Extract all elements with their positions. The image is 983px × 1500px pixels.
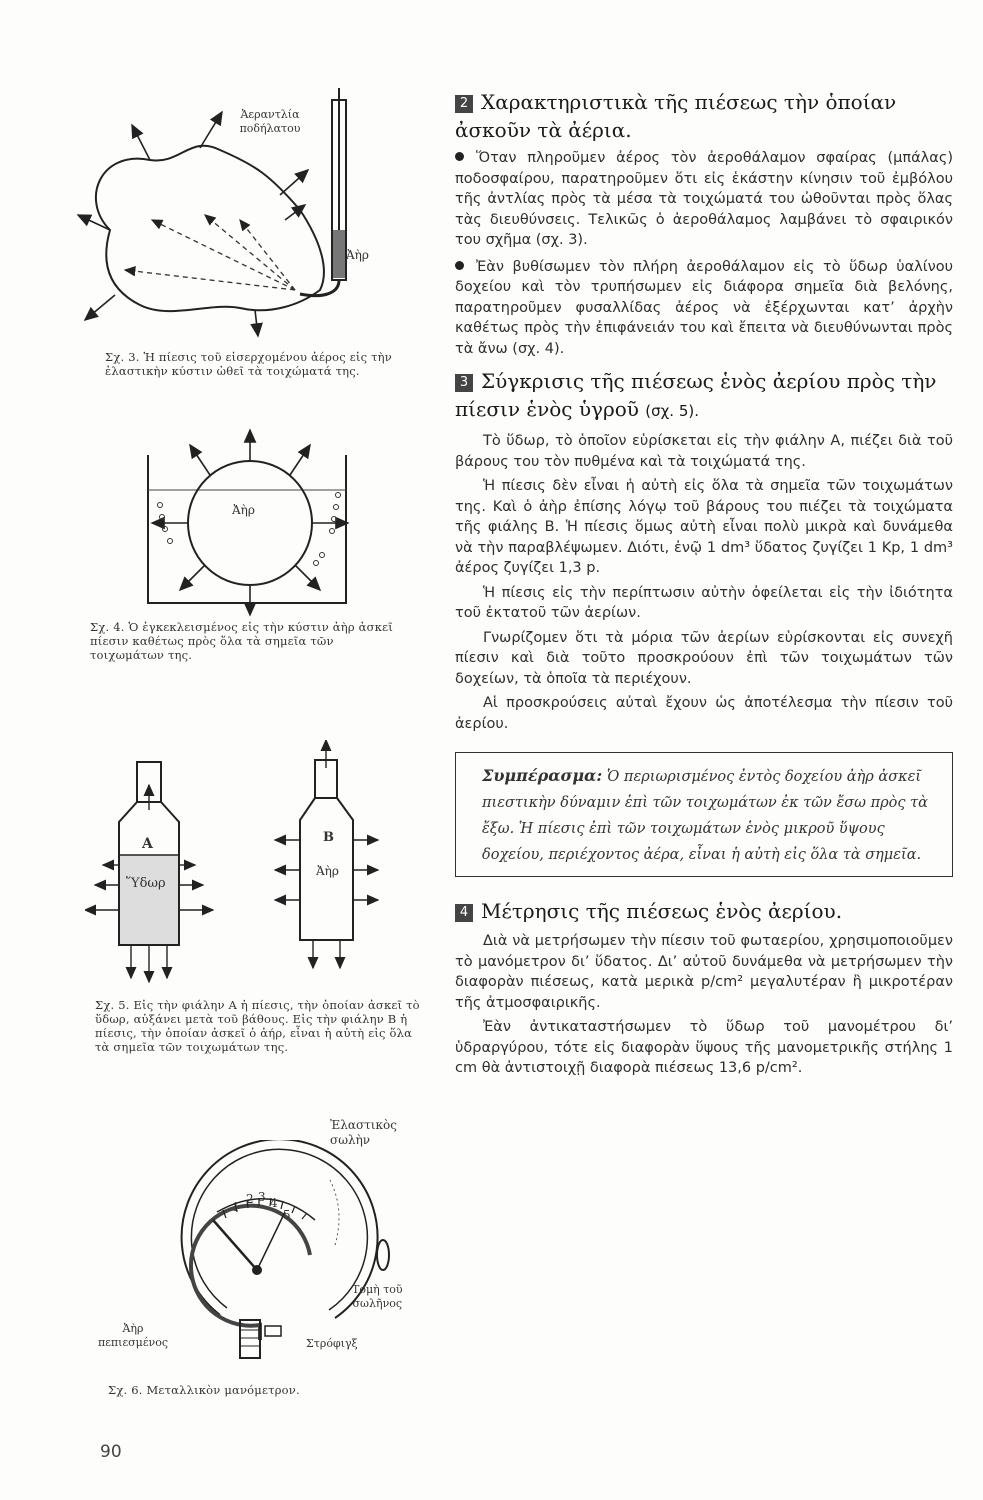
section-4-paragraph-1: Διὰ νὰ μετρήσωμεν τὴν πίεσιν τοῦ φωταερίου, χρησιμοποιοῦμεν τὸ μανόμετρον δι’ ὕδατος. Δι’ αὐτοῦ δυνάμεθα νὰ μετρήσωμεν τὴν διαφορὰν πιέσεως, κατὰ μερικὰ p/cm² μεγαλυτέραν ἢ μικροτέραν τῆς ἀτμοσφαιρικῆς. [455, 933, 953, 1011]
fig5-label-b: Β [323, 830, 334, 845]
section-3-title-ref: (σχ. 5). [645, 402, 700, 420]
fig4-air-label: Ἀὴρ [232, 503, 255, 517]
manometer-needle [213, 1220, 257, 1270]
fig5-caption: Σχ. 5. Εἰς τὴν φιάλην Α ἡ πίεσις, τὴν ὁποίαν ἀσκεῖ τὸ ὕδωρ, αὐξάνει μετὰ τοῦ βάθους. Εἰς τὴν φιάλην Β ἡ πίεσις, τὴν ὁποίαν ἀσκεῖ ὁ ἀήρ, εἶναι ἡ αὐτὴ εἰς ὅλα τὰ σημεῖα τῶν τοιχωμάτων της. [95, 998, 420, 1054]
figure-6-manometer [145, 1140, 405, 1365]
section-4-number: 4 [455, 904, 473, 922]
fig5-label-water: Ὕδωρ [126, 876, 166, 891]
section-3-number: 3 [455, 374, 473, 392]
figure-4-submerged-bladder [90, 425, 370, 620]
fig5-label-air: Ἀὴρ [316, 864, 339, 878]
fig6-scale-3: 3 [258, 1190, 266, 1204]
fig5-label-a: Α [142, 836, 153, 852]
bottle-b [300, 760, 353, 940]
section-3-title: Σύγκρισις τῆς πιέσεως ἑνὸς ἀερίου πρὸς τὴν πίεσιν ἑνὸς ὑγροῦ [455, 369, 937, 421]
bullet-icon [455, 152, 464, 161]
fig3-pump-label: Ἀεραντλία ποδήλατου [239, 108, 301, 135]
section-3-paragraph-4: Γνωρίζομεν ὅτι τὰ μόρια τῶν ἀερίων εὑρίσκονται εἰς συνεχῆ πίεσιν καὶ διὰ τοῦτο προσκρούουν ἐπὶ τῶν τοιχωμάτων τῶν δοχείων, τὰ ὁποῖα τὰ περιέχουν. [455, 629, 953, 687]
fig6-scale-1: 1 [232, 1200, 240, 1214]
fig6-air-label: Ἀὴρ πεπιεσμένος [98, 1322, 168, 1349]
fig6-scale-2: 2 [246, 1192, 254, 1206]
section-2-paragraph-1: Ὅταν πληροῦμεν ἀέρος τὸν ἀεροθάλαμον σφαίρας (μπάλας) ποδοσφαίρου, παρατηροῦμεν ὅτι εἰς ἑκάστην κίνησιν τοῦ ἐμβόλου τῆς ἀντλίας πρὸς τὰ μέσα τὰ τοιχώματά του ὠθοῦνται πρὸς ὅλας τὰς διευθύνσεις. Τελικῶς ὁ ἀεροθάλαμος λαμβάνει τὸ σφαιρικόν του σχῆμα (σχ. 3). [455, 150, 953, 248]
conclusion-box [455, 752, 953, 877]
bladder-sphere [188, 461, 312, 585]
bullet-icon [455, 261, 464, 270]
section-2-title: Χαρακτηριστικὰ τῆς πιέσεως τὴν ὁποίαν ἀσκοῦν τὰ ἀέρια. [455, 90, 897, 142]
section-2-number: 2 [455, 95, 473, 113]
section-4-paragraph-2: Ἐὰν ἀντικαταστήσωμεν τὸ ὕδωρ τοῦ μανομέτρου δι’ ὑδραργύρου, τότε εἰς διαφορὰν ὕψους τῆς μανομετρικῆς στήλης 1 cm θὰ ἀντιστοιχῇ διαφορὰ πιέσεως 13,6 p/cm². [455, 1019, 953, 1076]
section-3-paragraph-1: Τὸ ὕδωρ, τὸ ὁποῖον εὑρίσκεται εἰς τὴν φιάλην Α, πιέζει διὰ τοῦ βάρους του τὸν πυθμένα καὶ τὰ τοιχώματά της. [455, 433, 953, 470]
figure-5-bottles [85, 740, 385, 985]
section-3-heading [455, 367, 953, 425]
section-4-heading [455, 897, 953, 925]
section-4-title: Μέτρησις τῆς πιέσεως ἑνὸς ἀερίου. [481, 899, 843, 923]
fig6-tube-label: Ἐλαστικὸς σωλὴν [330, 1118, 397, 1147]
section-3-paragraph-5: Αἱ προσκρούσεις αὐταὶ ἔχουν ὡς ἀποτέλεσμα τὴν πίεσιν τοῦ ἀερίου. [455, 695, 953, 732]
page-number: 90 [100, 1442, 122, 1462]
fig6-section-label: Τομὴ τοῦ σωλῆνος [352, 1283, 403, 1310]
fig3-air-label: Ἀὴρ [346, 248, 369, 262]
balloon-outline [96, 146, 324, 311]
fig6-scale-4: 4 [270, 1196, 278, 1210]
right-column [455, 88, 953, 1079]
fig3-caption: Σχ. 3. Ἡ πίεσις τοῦ εἰσερχομένου ἀέρος εἰς τὴν ἐλαστικὴν κύστιν ὠθεῖ τὰ τοιχώματά της. [105, 350, 392, 378]
section-3-paragraph-3: Ἡ πίεσις εἰς τὴν περίπτωσιν αὐτὴν ὀφείλεται εἰς τὴν ἰδιότητα τοῦ ἐκτατοῦ τῶν ἀερίων. [455, 584, 953, 621]
fig6-caption: Σχ. 6. Μεταλλικὸν μανόμετρον. [108, 1383, 300, 1397]
conclusion-text: Συμπέρασμα: Ὁ περιωρισμένος ἐντὸς δοχείου ἀὴρ ἀσκεῖ πιεστικὴν δύναμιν ἐπὶ τῶν τοιχωμάτων ἐκ τῶν ἔσω πρὸς τὰ ἔξω. Ἡ πίεσις ἐπὶ τῶν τοιχωμάτων ἑνὸς μικροῦ ὕψους δοχείου, περιέχοντος ἀέρα, εἶναι ἡ αὐτὴ εἰς ὅλα τὰ σημεῖα. [482, 766, 928, 863]
section-2-heading [455, 88, 953, 144]
fig6-valve-label: Στρόφιγξ [306, 1337, 358, 1350]
section-3-paragraph-2: Ἡ πίεσις δὲν εἶναι ἡ αὐτὴ εἰς ὅλα τὰ σημεῖα τῶν τοιχωμάτων της. Καὶ ὁ ἀὴρ ἐπίσης λόγῳ τοῦ βάρους του πιέζει τὰ τοιχώματα τῆς φιάλης Β. Ἡ πίεσις ὅμως αὐτὴ εἶναι πολὺ μικρὰ καὶ δυνάμεθα νὰ τὴν παραβλέψωμεν. Διότι, ἐνῷ 1 dm³ ὕδατος ζυγίζει 1 Kp, 1 dm³ ἀέρος ζυγίζει 1,3 p. [455, 478, 953, 576]
section-2-paragraph-2: Ἐὰν βυθίσωμεν τὸν πλήρη ἀεροθάλαμον εἰς τὸ ὕδωρ ὑαλίνου δοχείου καὶ τὸν τρυπήσωμεν εἰς διάφορα σημεῖα διὰ βελόνης, παρατηροῦμεν φυσαλλίδας ἀέρος νὰ ἐξέρχωνται κατ’ ἀρχὴν καθέτως πρὸς τὴν ἐπιφάνειάν του καὶ ἔπειτα νὰ διευθύνωνται πρὸς τὰ ἄνω (σχ. 4). [455, 258, 953, 357]
fig4-caption: Σχ. 4. Ὁ ἐγκεκλεισμένος εἰς τὴν κύστιν ἀὴρ ἀσκεῖ πίεσιν καθέτως πρὸς ὅλα τὰ σημεῖα τῶν τοιχωμάτων της. [90, 620, 393, 662]
tube-section [377, 1240, 389, 1270]
fig6-scale-5: 5 [283, 1208, 291, 1222]
conclusion-title: Συμπέρασμα: [482, 766, 603, 785]
